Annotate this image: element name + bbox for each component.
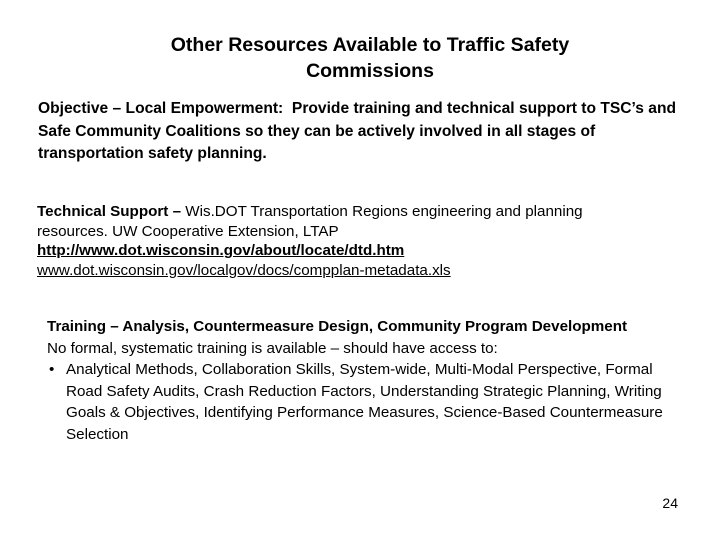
bullet-icon: • bbox=[49, 361, 55, 378]
technical-support-heading: Technical Support – bbox=[37, 203, 182, 220]
training-section bbox=[47, 316, 687, 445]
training-text: No formal, systematic training is available – should have access to: bbox=[47, 339, 498, 357]
technical-support-text: Wis.DOT Transportation Regions engineering and planning resources. UW Cooperative Extension, LTAP bbox=[37, 203, 583, 240]
page-number: 24 bbox=[662, 495, 678, 511]
objective-text: Provide training and technical support to TSC’s and Safe Community Coalitions so they can be actively involved in all stages of transportation safety planning. bbox=[38, 100, 677, 162]
training-heading: Training – Analysis, Countermeasure Design, Community Program Development bbox=[47, 318, 628, 335]
link-compplan-metadata[interactable]: www.dot.wisconsin.gov/localgov/docs/compplan-metadata.xls bbox=[37, 261, 451, 279]
training-bullet-item bbox=[47, 359, 687, 445]
technical-support-section bbox=[37, 202, 657, 280]
training-bullet-list bbox=[47, 359, 687, 445]
title-line-2: Commissions bbox=[306, 60, 434, 82]
objective-paragraph bbox=[38, 98, 698, 166]
link-dtd[interactable]: http://www.dot.wisconsin.gov/about/locate/dtd.htm bbox=[37, 242, 405, 259]
objective-heading: Objective – Local Empowerment: bbox=[38, 100, 284, 117]
slide-title bbox=[60, 32, 680, 84]
title-line-1: Other Resources Available to Traffic Safety bbox=[170, 34, 570, 56]
training-bullet-text: Analytical Methods, Collaboration Skills, System-wide, Multi-Modal Perspective, Formal Road Safety Audits, Crash Reduction Factors, Understanding Strategic Planning, Writing Goals & Objectives, Identifying Performance Measures, Science-Based Countermeasure Selection bbox=[66, 361, 663, 443]
